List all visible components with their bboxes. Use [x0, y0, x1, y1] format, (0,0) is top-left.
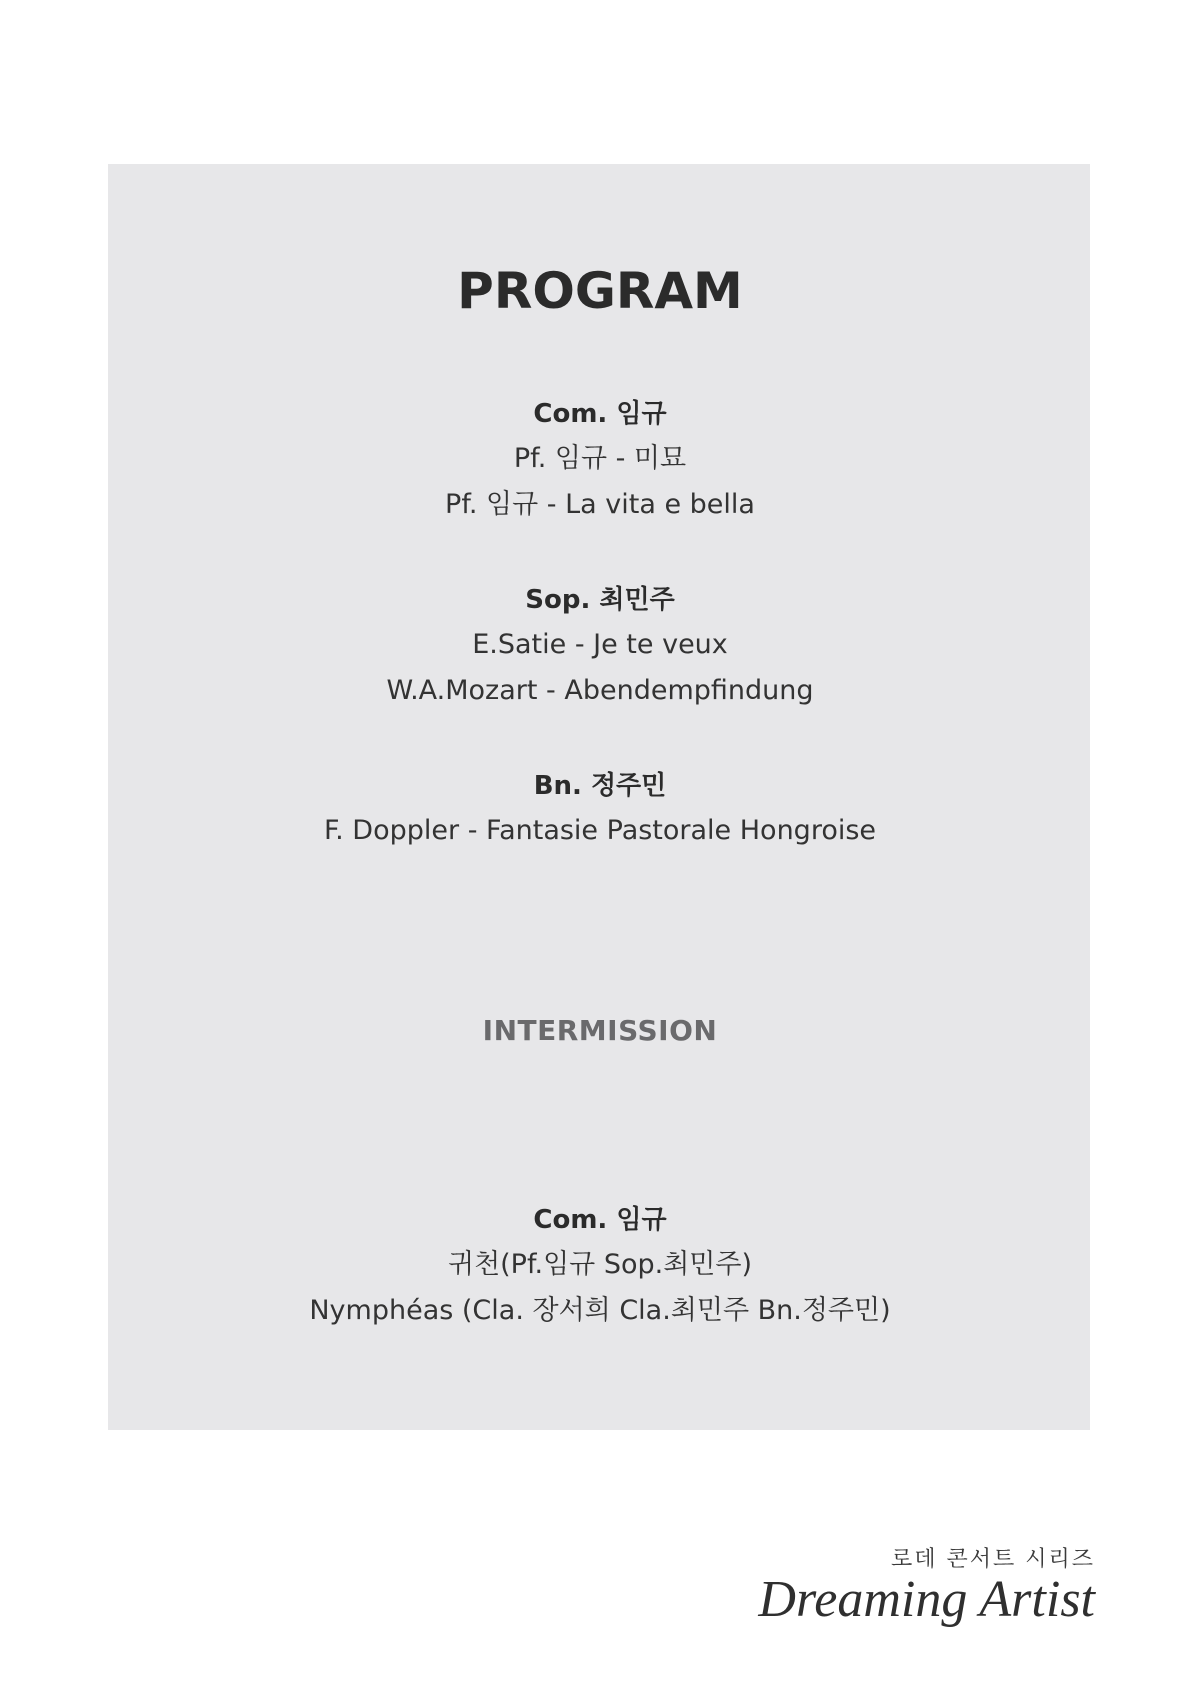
performer-name: Com. 임규 — [533, 399, 667, 429]
program-group-3 — [0, 764, 1200, 854]
piece-title: Pf. 임규 - La vita e bella — [445, 489, 755, 520]
performer-name: Bn. 정주민 — [533, 771, 667, 801]
intermission-label: INTERMISSION — [482, 1014, 718, 1047]
brand-subtitle: 로데 콘서트 시리즈 — [890, 1547, 1095, 1572]
program-group-4 — [0, 1198, 1200, 1334]
piece-title: Pf. 임규 - 미묘 — [513, 443, 687, 474]
brand-logo — [758, 1545, 1095, 1627]
piece-title: 귀천(Pf.임규 Sop.최민주) — [447, 1249, 752, 1280]
piece-title: W.A.Mozart - Abendempfindung — [386, 675, 814, 706]
performer-name: Com. 임규 — [533, 1205, 667, 1235]
performer-name: Sop. 최민주 — [525, 585, 675, 615]
piece-title: E.Satie - Je te veux — [472, 629, 728, 660]
program-title: PROGRAM — [457, 262, 743, 320]
piece-title: Nymphéas (Cla. 장서희 Cla.최민주 Bn.정주민) — [309, 1295, 891, 1326]
program-group-1 — [0, 392, 1200, 528]
program-group-2 — [0, 578, 1200, 714]
brand-name: Dreaming Artist — [758, 1571, 1095, 1628]
piece-title: F. Doppler - Fantasie Pastorale Hongroise — [323, 815, 877, 846]
